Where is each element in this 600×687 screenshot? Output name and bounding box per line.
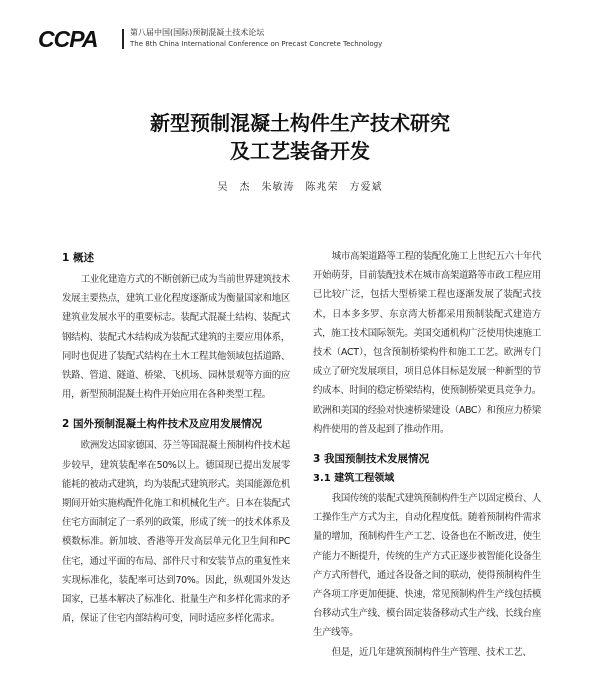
paper-title-line2: 及工艺装备开发 <box>230 139 370 163</box>
conference-name-en: The 8th China International Conference on Precast Concrete Technology <box>130 40 383 48</box>
section-2-heading: 2 国外预制混凝土构件技术及应用发展情况 <box>62 418 262 431</box>
section-1-heading: 1 概述 <box>62 252 94 264</box>
conference-name-cn: 第八届中国(国际)预制混凝土技术论坛 <box>130 28 265 37</box>
ccpa-logo: CCPA <box>38 26 98 52</box>
paper-title-line1: 新型预制混凝土构件生产技术研究 <box>150 111 450 135</box>
left-column <box>62 250 290 628</box>
section-2-paragraph: 欧洲发达国家德国、芬兰等国混凝土预制构件技术起步较早，建筑装配率在50%以上。德国现已提出发展零能耗的被动式建筑，均为装配式建筑形式。美国能源危机期间开始实施构配件化施工和机械化生产。日本在装配式住宅方面制定了一系列的政策，形成了统一的技术体系及模数标准。新加坡、香港等开发高层单元化卫生间和PC住宅，通过平面的布局、部件尺寸和安装节点的重复性来实现标准化，装配率可达到70%。因此，纵观国外发达国家，已基本解决了标准化、批量生产和多样化需求的矛盾，保证了住宅内部结构可变，同时适应多样化需求。 <box>62 440 290 625</box>
section-3-1-paragraph: 我国传统的装配式建筑预制构件生产以固定模台、人工操作生产方式为主，自动化程度低。随着预制构件需求量的增加，预制构件生产工艺、设备也在不断改进，使生产能力不断提升，传统的生产方式正逐步被智能化设备生产方式所替代，通过各设备之间的联动，使得预制构件生产各项工序更加便捷、快速，常见预制构件生产线包括模台移动式生产线、模台固定装备移动式生产线、长线台座生产线等。 <box>313 493 541 639</box>
section-2-continuation: 城市高架道路等工程的装配化施工上世纪五六十年代开始萌芽，目前装配技术在城市高架道路等市政工程应用已比较广泛，包括大型桥梁工程也逐渐发展了装配式技术，日本多多罗、东京湾大桥都采用预制装配式建造方式，施工技术国际领先。美国交通机构广泛使用快速施工技术（ACT），包含预制桥梁构件和施工工艺。欧洲专门成立了研究发展项目，项目总体目标是发展一种新型的节约成本、时间的稳定桥梁结构，使预制桥梁更具竞争力。欧洲和美国的经验对快速桥梁建设（ABC）和预应力桥梁构件使用的普及起到了推动作用。 <box>313 251 541 435</box>
section-3-1-paragraph-2: 但是，近几年建筑预制构件生产管理、技术工艺、 <box>331 646 532 658</box>
section-3-heading: 3 我国预制技术发展情况 <box>313 453 429 466</box>
section-3-1-heading: 3.1 建筑工程领域 <box>313 473 395 485</box>
page-header <box>38 26 578 52</box>
header-divider <box>122 29 124 49</box>
section-1-paragraph: 工业化建造方式的不断创新已成为当前世界建筑技术发展主要热点，建筑工业化程度逐渐成为衡量国家和地区建筑业发展水平的重要标志。装配式混凝土结构、装配式钢结构、装配式木结构成为装配式建筑的主要应用体系，同时也促进了装配式结构在土木工程其他领域包括道路、铁路、管道、隧道、桥梁、飞机场、园林景观等方面的应用，新型预制混凝土构件开始应用在各种类型工程。 <box>62 274 290 401</box>
right-column <box>313 247 541 662</box>
paper-authors: 吴 杰 朱敏涛 陈兆荣 方爱斌 <box>217 182 383 193</box>
